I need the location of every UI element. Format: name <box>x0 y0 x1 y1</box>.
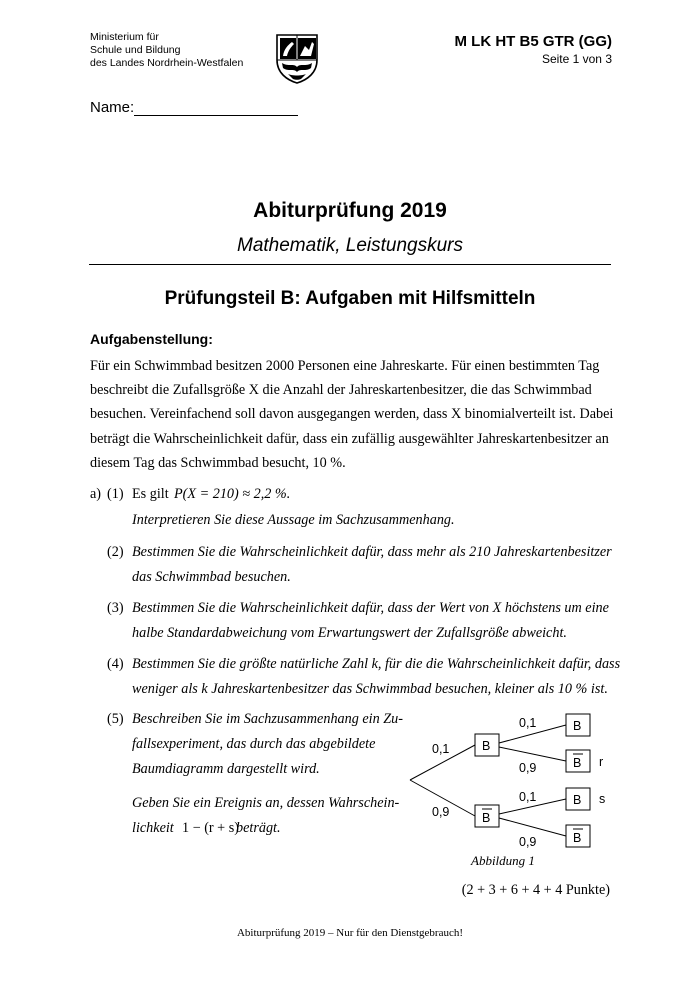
intro-line: beschreibt die Zufallsgröße X die Anzahl der Jahreskartenbesitzer, die das Schwimmbad <box>90 382 592 399</box>
name-label: Name: <box>90 99 135 116</box>
task-5-line: Beschreiben Sie im Sachzusammenhang ein Zu- <box>132 711 403 727</box>
variable-label: r <box>599 755 604 769</box>
page-indicator: Seite 1 von 3 <box>541 52 612 66</box>
ministry-line: Schule und Bildung <box>90 44 181 56</box>
task-number: (1) <box>107 486 124 502</box>
page-subtitle: Mathematik, Leistungskurs <box>237 235 463 256</box>
title-divider <box>89 264 611 265</box>
page-title: Abiturprüfung 2019 <box>253 199 447 222</box>
tree-diagram <box>400 705 620 865</box>
page-footer: Abiturprüfung 2019 – Nur für den Dienstgebrauch! <box>236 927 464 939</box>
intro-line: Für ein Schwimmbad besitzen 2000 Personen eine Jahreskarte. Für einen bestimmten Tag <box>90 358 600 374</box>
part-a-label: a) <box>90 486 102 502</box>
task-4-line: weniger als k Jahreskartenbesitzer das Schwimmbad besuchen, kleiner als 10 % ist. <box>132 681 608 697</box>
ministry-line: Ministerium für <box>90 31 159 43</box>
intro-paragraph <box>90 354 620 475</box>
points-summary: (2 + 3 + 6 + 4 + 4 Punkte) <box>461 882 610 898</box>
prob-label: 0,9 <box>519 761 537 775</box>
task-heading: Aufgabenstellung: <box>90 331 213 347</box>
task-5-line-tail: beträgt. <box>236 820 281 836</box>
ministry-name <box>90 31 243 70</box>
task-1-lead: Es gilt <box>132 486 169 502</box>
task-number: (2) <box>107 544 124 560</box>
task-5-line: fallsexperiment, das durch das abgebildete <box>132 736 376 752</box>
node-label: B <box>482 739 491 753</box>
task-2-line: Bestimmen Sie die Wahrscheinlichkeit dafür, dass mehr als 210 Jahreskartenbesitzer <box>132 544 612 560</box>
task-2-line: das Schwimmbad besuchen. <box>132 569 291 585</box>
node-label: B <box>573 719 582 733</box>
branch-line <box>499 818 566 836</box>
task-1-instruction: Interpretieren Sie diese Aussage im Sachzusammenhang. <box>132 512 455 528</box>
task-number: (3) <box>107 600 124 616</box>
prob-label: 0,9 <box>519 835 537 849</box>
ministry-line: des Landes Nordrhein-Westfalen <box>90 57 244 69</box>
exam-code: M LK HT B5 GTR (GG) <box>454 33 612 50</box>
prob-label: 0,1 <box>432 742 450 756</box>
prob-label: 0,1 <box>519 716 537 730</box>
task-number: (5) <box>107 711 124 727</box>
intro-line: diesem Tag das Schwimmbad besucht, 10 %. <box>90 454 346 471</box>
figure-caption: Abbildung 1 <box>471 853 535 868</box>
name-input-line[interactable] <box>134 115 298 116</box>
task-number: (4) <box>107 656 124 672</box>
task-5-line: Baumdiagramm dargestellt wird. <box>132 761 320 777</box>
variable-label: s <box>599 792 606 806</box>
node-label: B <box>573 831 582 845</box>
task-5-line-lead: lichkeit <box>132 820 174 836</box>
task-3-line: halbe Standardabweichung vom Erwartungswert der Zufallsgröße abweicht. <box>132 625 567 641</box>
task-3-line: Bestimmen Sie die Wahrscheinlichkeit dafür, dass der Wert von X höchstens um eine <box>132 600 609 616</box>
task-1-formula: P(X = 210) ≈ 2,2 %. <box>174 486 291 502</box>
prob-label: 0,1 <box>519 790 537 804</box>
task-4-line: Bestimmen Sie die größte natürliche Zahl k, für die die Wahrscheinlichkeit dafür, dass <box>132 656 621 672</box>
node-label: B <box>482 811 491 825</box>
coat-of-arms-icon <box>274 32 320 84</box>
node-label: B <box>573 756 582 770</box>
branch-line <box>499 747 566 761</box>
prob-label: 0,9 <box>432 805 450 819</box>
intro-line: besuchen. Vereinfachend soll davon ausgegangen werden, dass X binomialverteilt ist. Dabei <box>90 406 614 423</box>
intro-line: beträgt die Wahrscheinlichkeit dafür, dass ein zufällig ausgewählter Jahreskartenbesitzer an <box>90 430 609 447</box>
task-5-line: Geben Sie ein Ereignis an, dessen Wahrschein- <box>132 795 400 811</box>
part-title: Prüfungsteil B: Aufgaben mit Hilfsmitteln <box>164 288 536 309</box>
node-label: B <box>573 793 582 807</box>
task-5-formula: 1 − (r + s) <box>182 820 239 836</box>
